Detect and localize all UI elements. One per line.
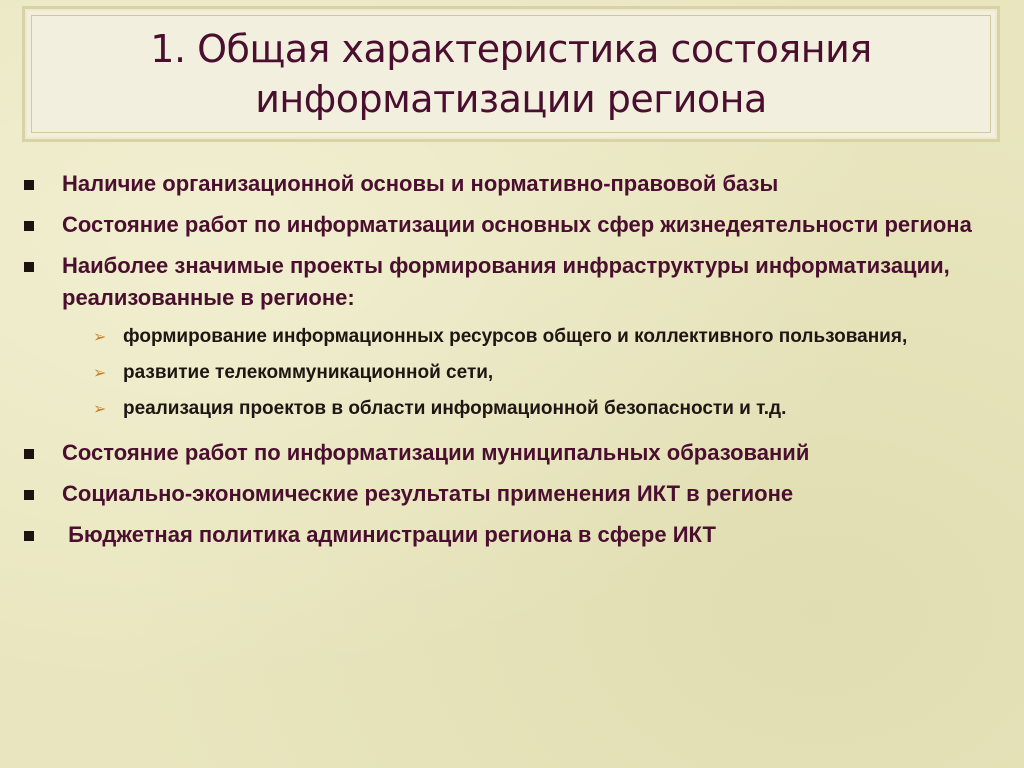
- list-item: [20, 437, 1010, 469]
- sub-list-item-text: реализация проектов в области информационной безопасности и т.д.: [123, 398, 787, 419]
- list-item-text: Бюджетная политика администрации региона в сфере ИКТ: [62, 522, 716, 547]
- sub-list-item-text: развитие телекоммуникационной сети,: [123, 362, 494, 383]
- arrow-bullet-icon: ➢: [93, 399, 107, 418]
- square-bullet-icon: [24, 221, 34, 231]
- arrow-bullet-icon: ➢: [93, 327, 107, 346]
- list-item: [20, 519, 1010, 551]
- square-bullet-icon: [24, 180, 34, 190]
- square-bullet-icon: [24, 490, 34, 500]
- bullet-list: [20, 168, 1010, 560]
- list-item-text: Социально-экономические результаты применения ИКТ в регионе: [62, 481, 794, 506]
- list-item-text: Наличие организационной основы и нормативно-правовой базы: [62, 171, 779, 196]
- sub-list-item: [20, 395, 1010, 423]
- title-box: [22, 6, 1000, 142]
- sub-list-item: [20, 359, 1010, 387]
- square-bullet-icon: [24, 449, 34, 459]
- list-item-text: Состояние работ по информатизации муниципальных образований: [62, 440, 810, 465]
- sub-list-item-text: формирование информационных ресурсов общего и коллективного пользования,: [123, 326, 908, 347]
- list-item: [20, 209, 1010, 241]
- list-item-text: Наиболее значимые проекты формирования инфраструктуры информатизации, реализованные в регионе:: [62, 253, 950, 310]
- list-item: [20, 478, 1010, 510]
- sub-list-item: [20, 323, 1010, 351]
- square-bullet-icon: [24, 262, 34, 272]
- square-bullet-icon: [24, 531, 34, 541]
- list-item: [20, 168, 1010, 200]
- slide-title-line-2: информатизации региона: [255, 77, 767, 121]
- sub-list: [20, 323, 1010, 423]
- arrow-bullet-icon: ➢: [93, 363, 107, 382]
- list-item: [20, 250, 1010, 314]
- list-item-text: Состояние работ по информатизации основных сфер жизнедеятельности региона: [62, 212, 972, 237]
- slide-title-line-1: 1. Общая характеристика состояния: [150, 27, 872, 71]
- title-frame: [31, 15, 991, 133]
